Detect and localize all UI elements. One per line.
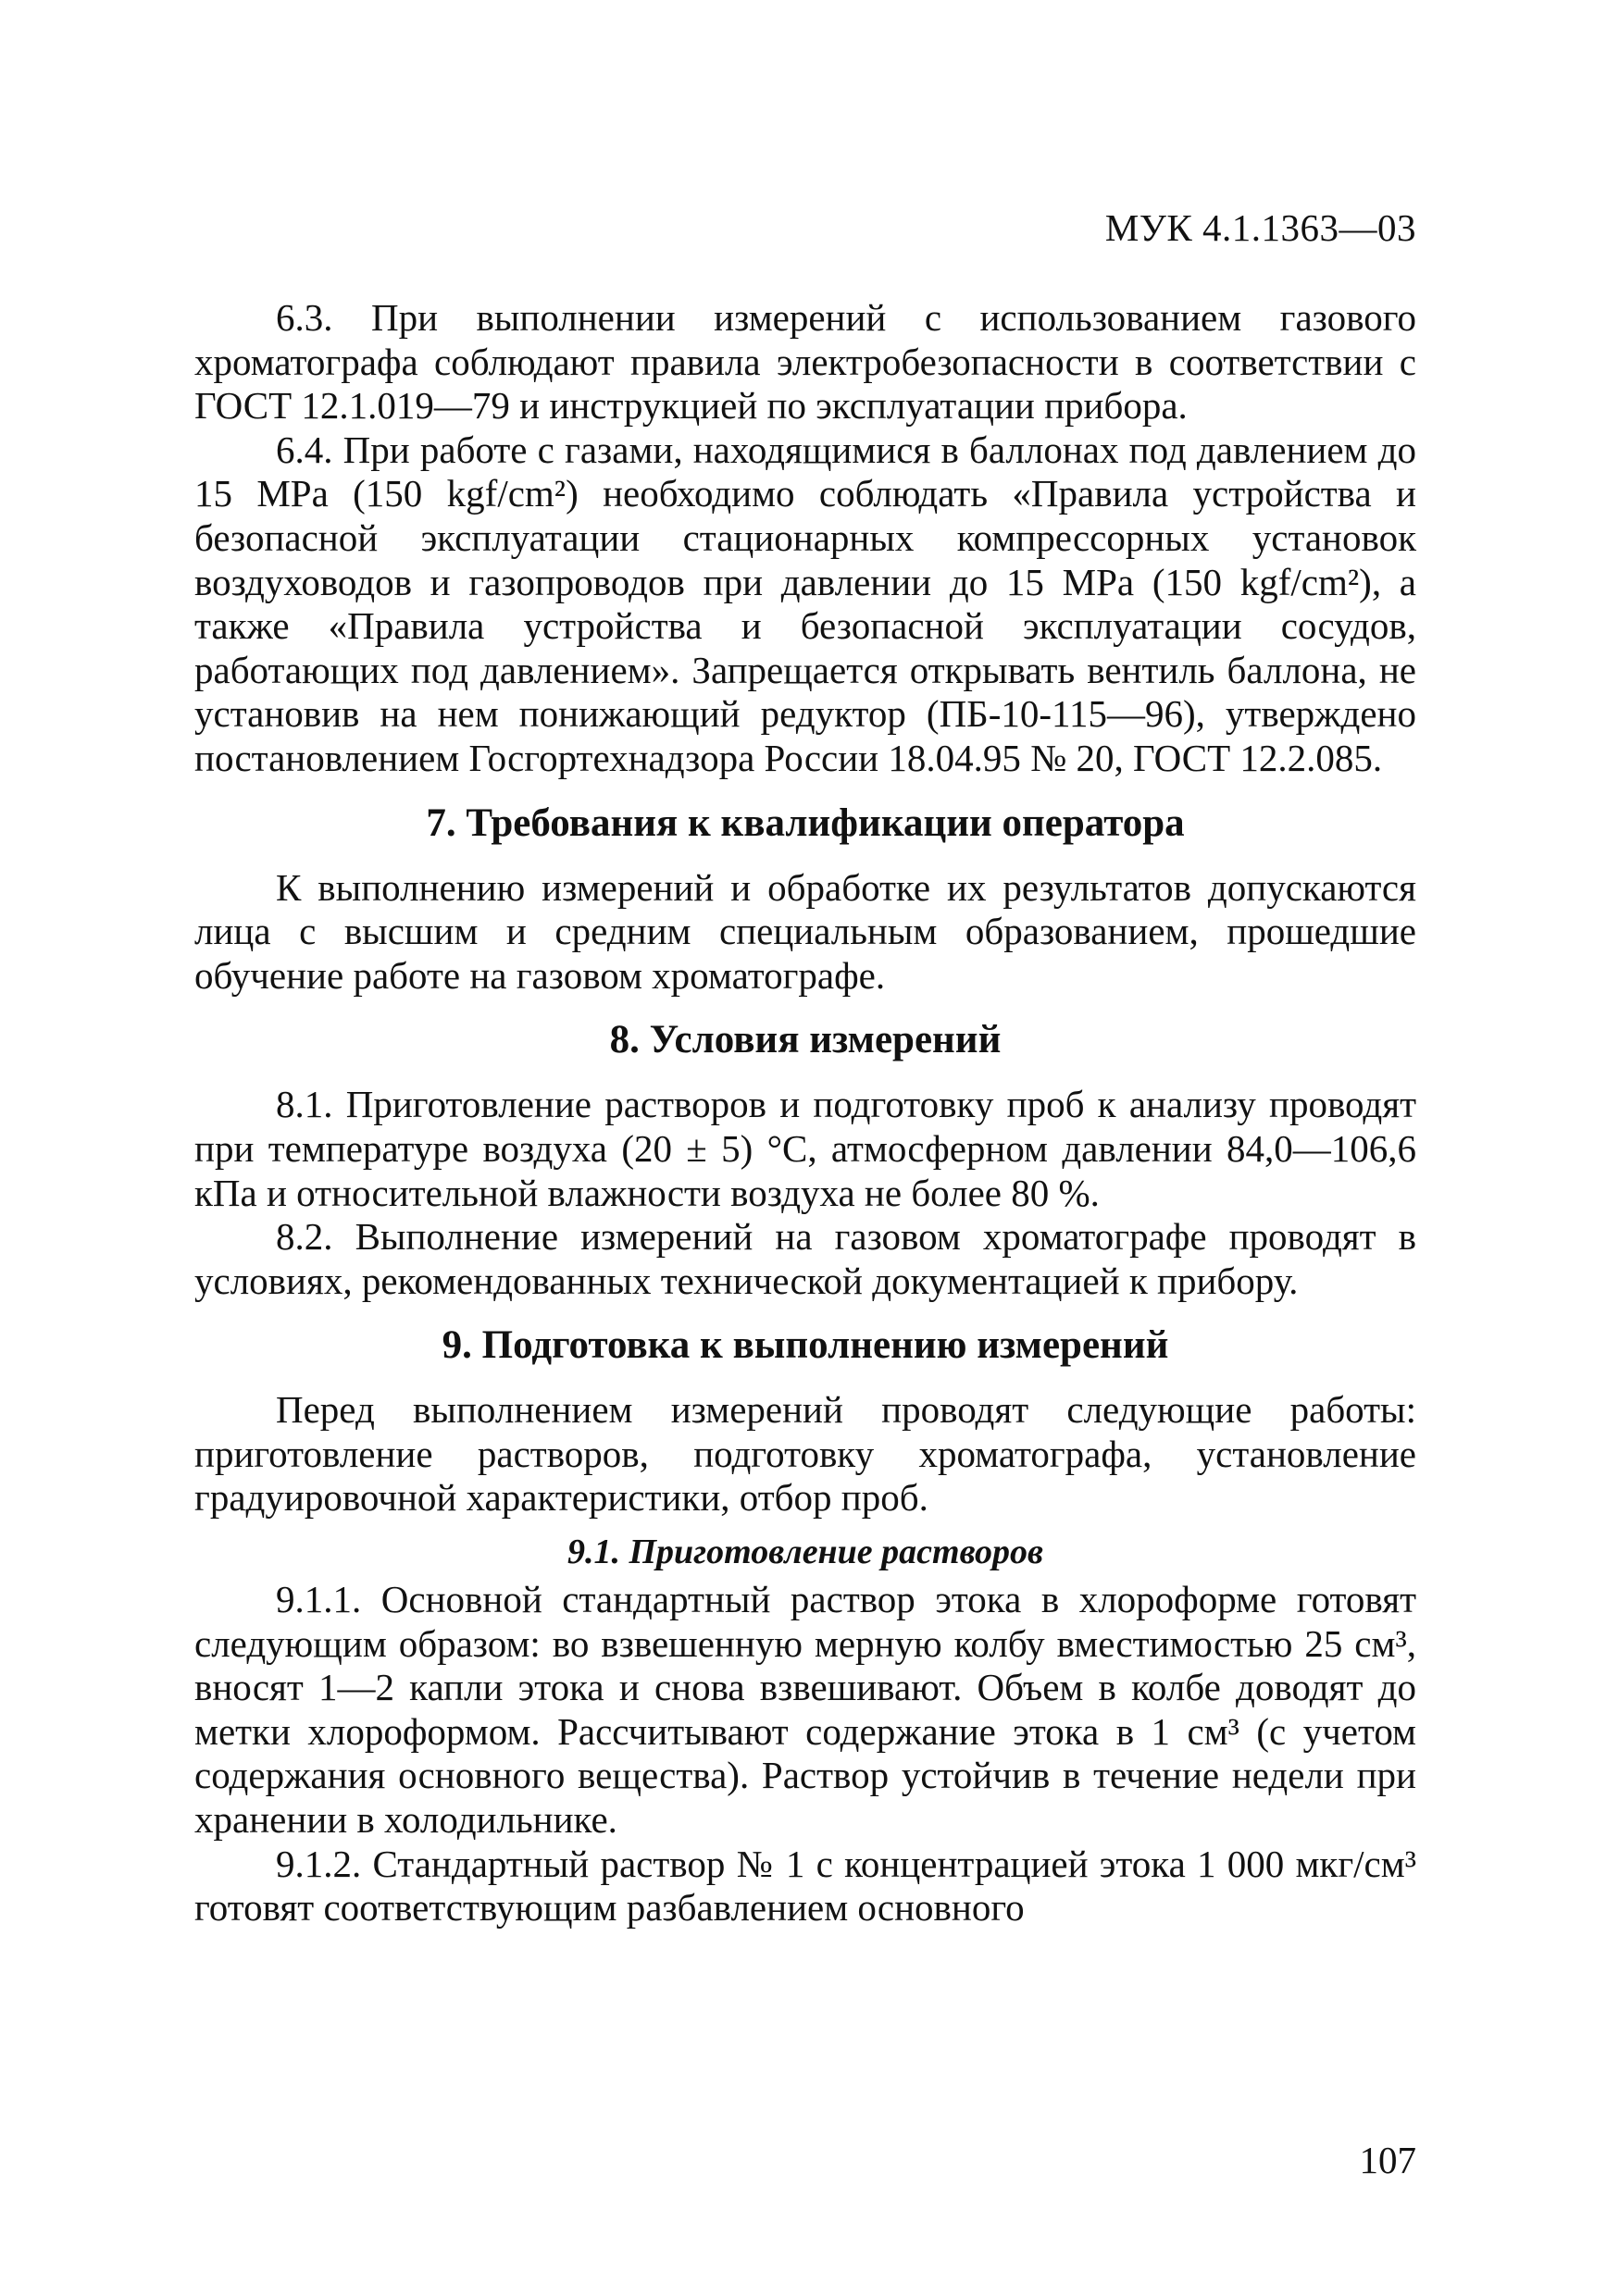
section-8-heading: 8. Условия измерений — [609, 1018, 1002, 1062]
paragraph-8-2: 8.2. Выполнение измерений на газовом хроматографе проводят в условиях, рекомендованных технической документацией к прибору. — [194, 1215, 1416, 1302]
paragraph-6-4: 6.4. При работе с газами, находящимися в баллонах под давлением до 15 МРа (150 kgf/cm²) необходимо соблюдать «Правила устройства и безопасной эксплуатации стационарных компрессорных установок воздуховодов и газопроводов при давлении до 15 МРа (150 kgf/cm²), а также «Правила устройства и безопасной эксплуатации сосудов, работающих под давлением». Запрещается открывать вентиль баллона, не установив на нем понижающий редуктор (ПБ-10-115—96), утверждено постановлением Госгортехнадзора России 18.04.95 № 20, ГОСТ 12.2.085. — [194, 428, 1416, 779]
paragraph-7: К выполнению измерений и обработке их результатов допускаются лица с высшим и средним специальным образованием, прошедшие обучение работе на газовом хроматографе. — [194, 865, 1416, 997]
paragraph-9-1-2: 9.1.2. Стандартный раствор № 1 с концентрацией этока 1 000 мкг/см³ готовят соответствующим разбавлением основного — [194, 1842, 1416, 1930]
document-page — [194, 0, 1416, 2296]
page-number: 107 — [1359, 2139, 1416, 2181]
paragraph-8-1: 8.1. Приготовление растворов и подготовку проб к анализу проводят при температуре воздуха (20 ± 5) °С, атмосферном давлении 84,0—106,6 кПа и относительной влажности воздуха не более 80 %. — [194, 1083, 1416, 1214]
paragraph-6-3: 6.3. При выполнении измерений с использованием газового хроматографа соблюдают правила электробезопасности в соответствии с ГОСТ 12.1.019—79 и инструкцией по эксплуатации прибора. — [194, 296, 1416, 428]
section-7-heading: 7. Требования к квалификации оператора — [426, 800, 1185, 845]
document-code-header: МУК 4.1.1363—03 — [1104, 206, 1416, 249]
document-body — [194, 296, 1416, 1930]
paragraph-9-1-1: 9.1.1. Основной стандартный раствор этока в хлороформе готовят следующим образом: во взвешенную мерную колбу вместимостью 25 см³, вносят 1—2 капли этока и снова взвешивают. Объем в колбе доводят до метки хлороформом. Рассчитывают содержание этока в 1 см³ (с учетом содержания основного вещества). Раствор устойчив в течение недели при хранении в холодильнике. — [194, 1578, 1416, 1842]
subsection-9-1-heading: 9.1. Приготовление растворов — [567, 1533, 1044, 1572]
section-9-heading: 9. Подготовка к выполнению измерений — [442, 1323, 1169, 1368]
paragraph-9-intro: Перед выполнением измерений проводят следующие работы: приготовление растворов, подготовку хроматографа, установление градуировочной характеристики, отбор проб. — [194, 1388, 1416, 1520]
